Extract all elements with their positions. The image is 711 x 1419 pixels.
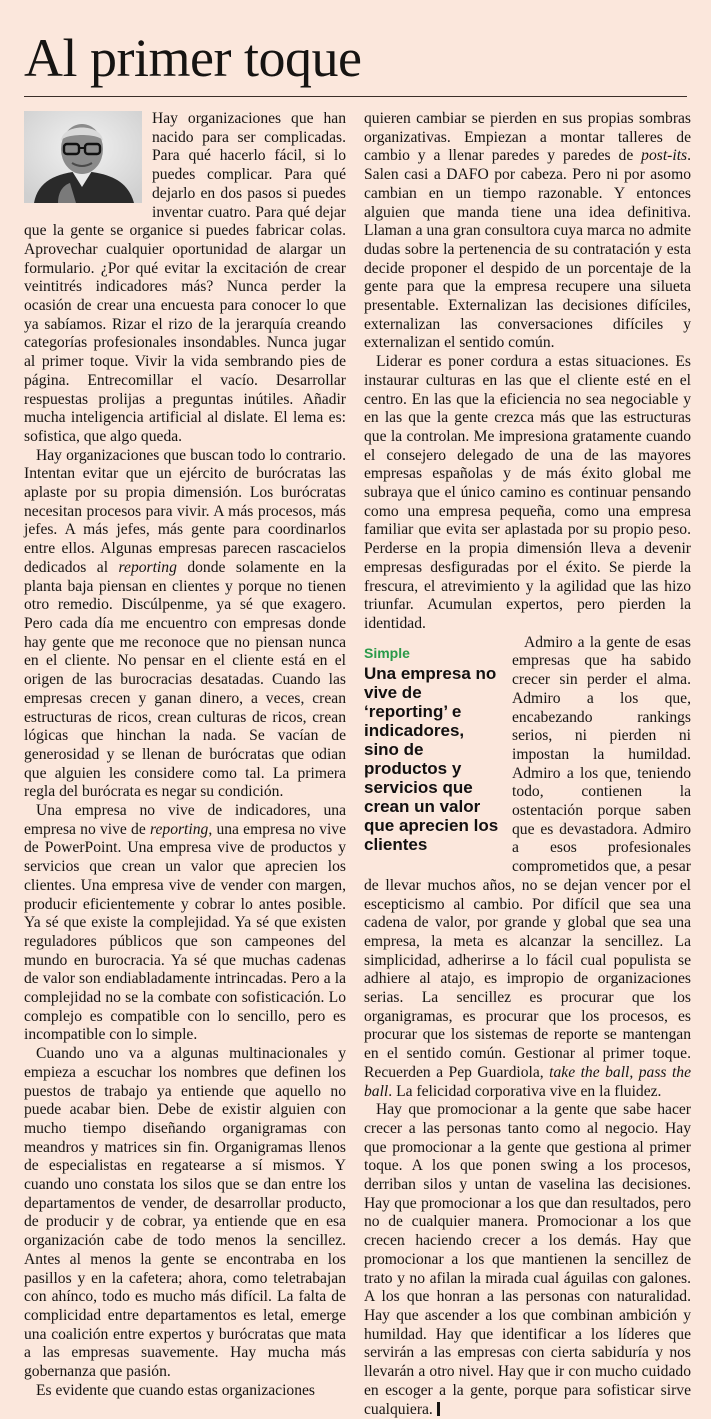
paragraph: Hay que promocionar a la gente que sabe hacer crecer a las personas tanto como al negocio. Hay que promocionar a la gente que gestiona al primer toque. A los que ponen swing a los procesos, derriban silos y untan de vaselina las decisiones. Hay que promocionar a los que dan resultados, pero no de cualquier manera. Promocionar a los que crecen haciendo crecer a los demás. Hay que promocionar a los que mantienen la sencillez de trato y no afilan la mirada cual águilas con galones. A los que honran a las personas con naturalidad. Hay que ascender a los que combinan ambición y humildad. Hay que identificar a los líderes que servirán a las empresas con cierta sabiduría y nos llevarán a otro nivel. Hay que ir con mucho cuidado en escoger a la gente, porque para sofisticar sirve cualquiera. [364,1101,691,1418]
paragraph: Liderar es poner cordura a estas situaciones. Es instaurar culturas en las que el cliente esté en el centro. En las que la eficiencia no sea negociable y en las que la gente crezca más que las estructuras que la controlan. Me impresiona gratamente cuando el consejero delegado de una de las mayores empresas españolas y de más éxito global me subraya que el único camino es continuar pensando como una empresa pequeña, como una empresa familiar que evita ser aplastada por su propio peso. Perderse en la propia dimensión lleva a devenir empresas desfiguradas por el éxito. Se pierde la frescura, el atrevimiento y la agilidad que las hizo triunfar. Acumulan expertos, pero pierden la identidad. [364,353,691,632]
paragraph: Hay organizaciones que buscan todo lo contrario. Intentan evitar que un ejército de burócratas las aplaste por su propia dimensión. Los burócratas necesitan procesos para vivir. A más procesos, más jefes. A más jefes, más gente para coordinarlos entre ellos. Algunas empresas parecen rascacielos dedicados al reporting donde solamente en la planta baja piensan en clientes y porque no tienen otro remedio. Discúlpenme, ya sé que exagero. Pero cada día me encuentro con empresas donde hay gente que me reconoce que no piensan nunca en el cliente. No pensar en el cliente está en el origen de las burocracias desatadas. Cuando las empresas crecen y ganan dinero, a veces, crean estructuras de ricos, crean culturas de ricos, crean lógicas que hinchan la nada. Se vacían de generosidad y se llenan de burócratas que odian que alguien les considere como tal. La primera regla del burócrata es negar su condición. [24,446,346,801]
headline-rule [24,96,687,97]
headline: Al primer toque [24,28,362,88]
paragraph: Admiro a la gente de esas empresas que ha sabido crecer sin perder el alma. Admiro a los que, encabezando rankings serios, ni pierden ni impostan la humildad. Admiro a los que, teniendo todo, contienen la ostentación porque saben que es devastadora. Admiro a esos profesionales comprometidos que, a pesar de llevar muchos años, no se dejan vencer por el escepticismo al cambio. Por difícil que sea una cadena de valor, por grande y global que sea una empresa, la meta es alcanzar la sencillez. La simplicidad, adherirse a lo fácil cual populista se adhiere al atajo, es impropio de organizaciones serias. La sencillez es procurar que los organigramas, es procurar que los procesos, es procurar que los sistemas de reporte se mantengan en el sentido común. Gestionar al primer toque. Recuerden a Pep Guardiola, take the ball, pass the ball. La felicidad corporativa vive en la fluidez. [364,633,691,1100]
pull-quote-text: Una empresa no vive de ‘reporting’ e indicadores, sino de productos y servicios que crean un valor que aprecien los clientes [364,663,499,854]
column-left [24,110,346,1401]
end-of-article-mark [437,1402,440,1416]
column-right [364,110,691,1419]
author-portrait [24,111,142,203]
pull-quote [364,644,500,854]
paragraph: Cuando uno va a algunas multinacionales y empieza a escuchar los nombres que definen los puestos de trabajo ya entiende que aquello no puede acabar bien. Debe de existir alguien con mucho tiempo diseñando organigramas con meandros y matrices sin fin. Organigramas llenos de especialistas en regatearse a sí mismos. Y cuando uno constata los silos que se dan entre los departamentos de vender, de desarrollar producto, de producir y de cobrar, ya entiende que en esa organización cabe de todo menos la sencillez. Antes al menos la gente se encontraba en los pasillos y en la cafetera; ahora, como teletrabajan con ahínco, todo es mucho más difícil. La falta de complicidad entre departamentos es letal, emerge una coalición entre expertos y burócratas que mata a las empresas suavemente. Hay mucha más gobernanza que pasión. [24,1045,346,1381]
paragraph: Es evidente que cuando estas organizaciones [36,1381,315,1399]
pull-quote-label: Simple [364,644,410,661]
paragraph: Hay organizaciones que han nacido para ser complicadas. Para qué hacerlo fácil, si lo puedes complicar. Para qué dejarlo en dos pasos si puedes inventar cuatro. Para qué dejar que la gente se organice si puedes fabricar colas. Aprovechar cualquier oportunidad de alargar un formulario. ¿Por qué evitar la excitación de crear veintitrés indicadores más? Nunca perder la ocasión de crear una encuesta para conocer lo que ya sabíamos. Rizar el rizo de la jerarquía creando categorías profesionales insondables. Nunca jugar al primer toque. Vivir la vida sembrando pies de página. Entrecomillar el vacío. Desarrollar respuestas prolijas a preguntas inútiles. Añadir mucha inteligencia artificial al dislate. El lema es: sofistica, que algo queda. [24,110,346,445]
paragraph: quieren cambiar se pierden en sus propias sombras organizativas. Empiezan a montar talleres de cambio y a llenar paredes y paredes de post-its. Salen casi a DAFO por cabeza. Pero ni por asomo cambian en un tiempo razonable. Y entonces alguien que manda tiene una idea definitiva. Llaman a una gran consultora cuya marca no admite dudas sobre la pertenencia de su contratación y esta decide proponer el despido de un porcentaje de la gente para que la empresa recupere una silueta presentable. Externalizan las decisiones difíciles, externalizan las conversaciones difíciles y externalizan el sentido común. [364,110,691,352]
paragraph: Una empresa no vive de indicadores, una empresa no vive de reporting, una empresa no vive de PowerPoint. Una empresa vive de productos y servicios que crean un valor que aprecien los clientes. Una empresa vive de vender con margen, producir eficientemente y cobrar lo antes posible. Ya sé que existe la complejidad. Ya sé que existen reguladores públicos que son campeones del mundo en burocracia. Ya sé que muchas cadenas de valor son endiabladamente intrincadas. Pero a la complejidad no se la combate con sofisticación. Lo complejo es compatible con lo sencillo, pero es incompatible con lo simple. [24,802,346,1044]
